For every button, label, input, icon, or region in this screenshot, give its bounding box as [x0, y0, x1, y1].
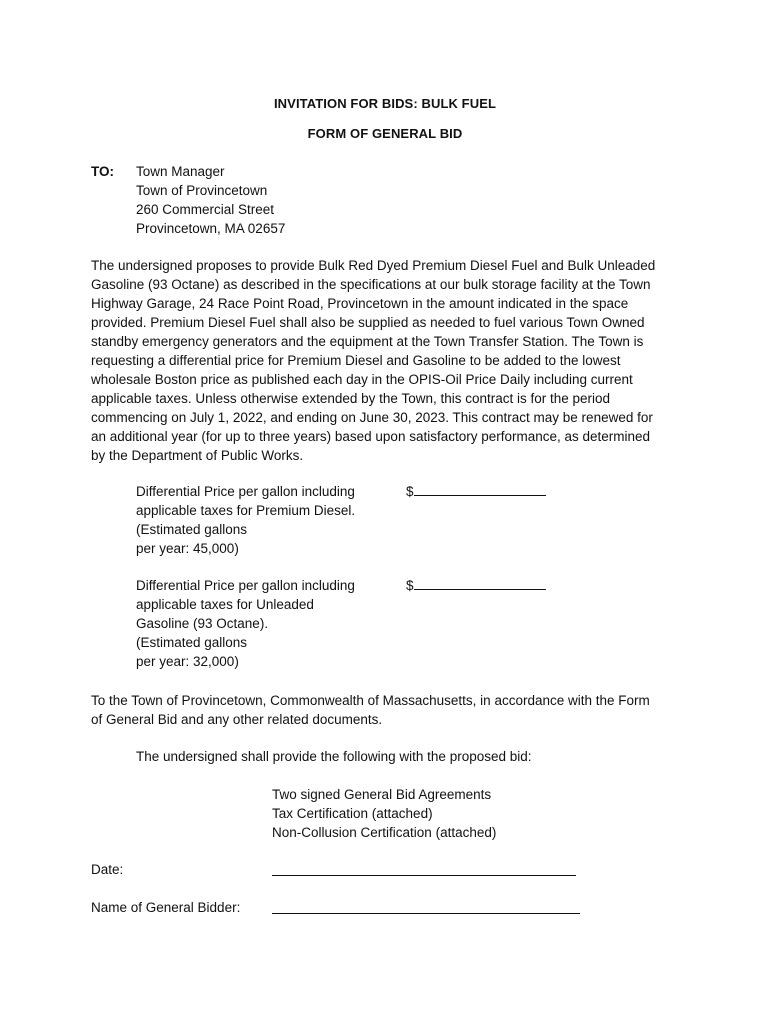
address-line: Provincetown, MA 02657 — [136, 221, 286, 236]
date-field[interactable] — [272, 875, 576, 876]
premium-diesel-description: Differential Price per gallon including applicable taxes for Premium Diesel. (Estimated gallons per year: 45,000) — [136, 484, 356, 556]
address-line: 260 Commercial Street — [136, 202, 275, 217]
provide-intro: The undersigned shall provide the following with the proposed bid: — [136, 749, 532, 764]
recipient-address — [136, 162, 285, 238]
document-title: INVITATION FOR BIDS: BULK FUEL — [273, 96, 497, 111]
unleaded-gasoline-price-field[interactable] — [406, 576, 546, 595]
bidder-name-field[interactable] — [272, 913, 580, 914]
recipient-label: TO: — [91, 164, 114, 179]
price-blank-line — [414, 483, 546, 496]
proposal-paragraph: The undersigned proposes to provide Bulk Red Dyed Premium Diesel Fuel and Bulk Unleaded Gasoline (93 Octane) as described in the specifications at our bulk storage facility at the Town Highway Garage, 24 Race Point Road, Provincetown in the amount indicated in the space provided. Premium Diesel Fuel shall also be supplied as needed to fuel various Town Owned standby emergency generators and the equipment at the Town Transfer Station. The Town is requesting a differential price for Premium Diesel and Gasoline to be added to the lowest wholesale Boston price as published each day in the OPIS-Oil Price Daily including current applicable taxes. Unless otherwise extended by the Town, this contract is for the period commencing on July 1, 2022, and ending on June 30, 2023. This contract may be renewed for an additional year (for up to three years) based upon satisfactory performance, as determined by the Department of Public Works. — [91, 258, 656, 463]
unleaded-gasoline-description: Differential Price per gallon including applicable taxes for Unleaded Gasoline (93 Octane). (Estimated gallons per year: 32,000) — [136, 578, 355, 669]
bidder-name-label: Name of General Bidder: — [91, 900, 241, 915]
address-line: Town of Provincetown — [136, 183, 268, 198]
date-label: Date: — [91, 862, 124, 877]
price-blank-line — [414, 577, 546, 590]
closing-paragraph: To the Town of Provincetown, Commonwealth of Massachusetts, in accordance with the Form of General Bid and any other related documents. — [91, 693, 650, 727]
premium-diesel-price-field[interactable] — [406, 482, 546, 501]
requirement-item: Tax Certification (attached) — [272, 806, 433, 821]
currency-symbol: $ — [406, 484, 414, 499]
requirement-item: Two signed General Bid Agreements — [272, 787, 492, 802]
requirement-item: Non-Collusion Certification (attached) — [272, 825, 497, 840]
address-line: Town Manager — [136, 164, 225, 179]
requirements-list — [272, 785, 496, 842]
currency-symbol: $ — [406, 578, 414, 593]
form-subtitle: FORM OF GENERAL BID — [307, 126, 463, 141]
